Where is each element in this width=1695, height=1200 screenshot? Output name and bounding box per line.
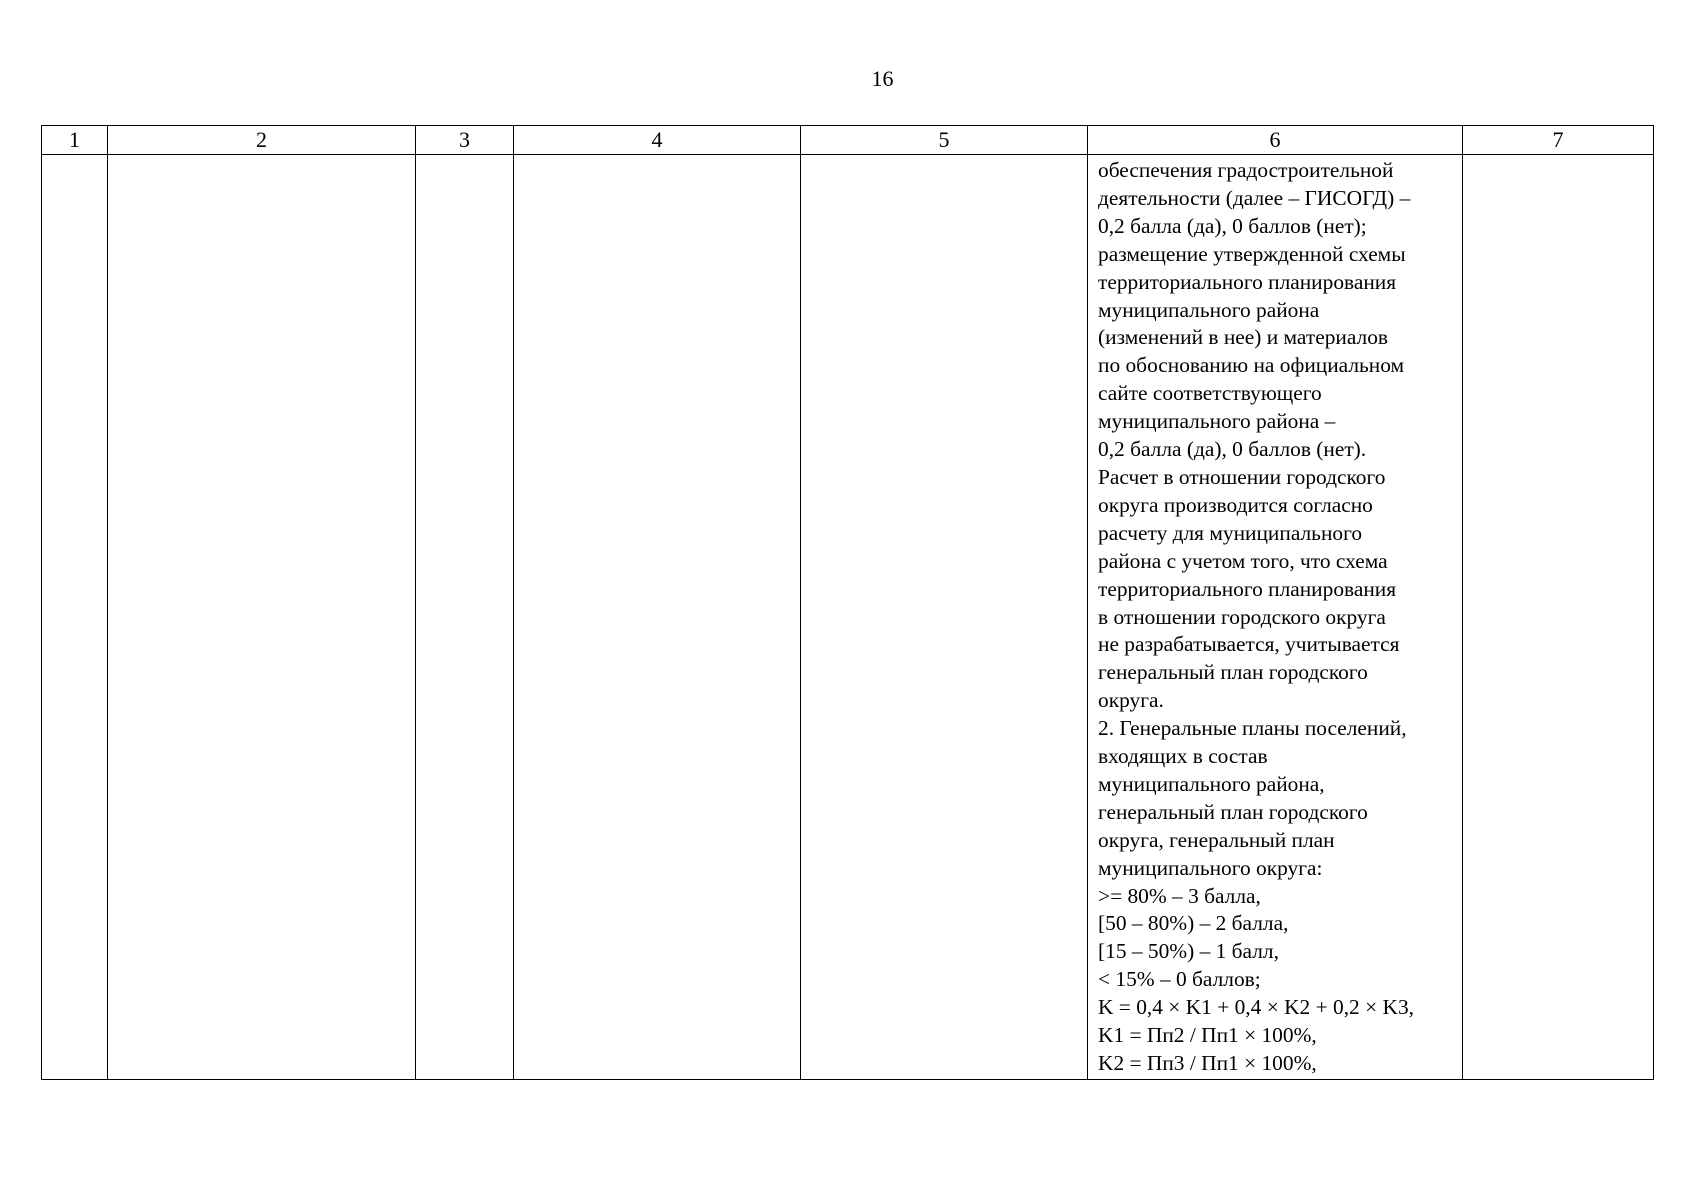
column-number-row bbox=[42, 126, 1654, 155]
cell-col-5 bbox=[801, 155, 1088, 1080]
cell-col-6 bbox=[1088, 155, 1463, 1080]
column-header-6: 6 bbox=[1088, 126, 1463, 155]
criteria-text: обеспечения градостроительной деятельности (далее – ГИСОГД) – 0,2 балла (да), 0 баллов (нет); размещение утвержденной схемы территориального планирования муниципального района (изменений в нее) и материалов по обоснованию на официальном сайте соответствующего муниципального района – 0,2 балла (да), 0 баллов (нет). Расчет в отношении городского округа производится согласно расчету для муниципального района с учетом того, что схема территориального планирования в отношении городского округа не разрабатывается, учитывается генеральный план городского округа. 2. Генеральные планы поселений, входящих в состав муниципального района, генеральный план городского округа, генеральный план муниципального округа: >= 80% – 3 балла, [50 – 80%) – 2 балла, [15 – 50%) – 1 балл, < 15% – 0 баллов; K = 0,4 × K1 + 0,4 × K2 + 0,2 × K3, K1 = Пп2 / Пп1 × 100%, K2 = Пп3 / Пп1 × 100%, bbox=[1098, 158, 1414, 1075]
cell-col-2 bbox=[108, 155, 416, 1080]
cell-col-1 bbox=[42, 155, 108, 1080]
table-row bbox=[42, 155, 1654, 1080]
cell-col-7 bbox=[1463, 155, 1654, 1080]
column-header-1: 1 bbox=[42, 126, 108, 155]
column-header-4: 4 bbox=[514, 126, 801, 155]
column-header-3: 3 bbox=[416, 126, 514, 155]
column-header-7: 7 bbox=[1463, 126, 1654, 155]
column-header-2: 2 bbox=[108, 126, 416, 155]
cell-col-3 bbox=[416, 155, 514, 1080]
page-number: 16 bbox=[871, 66, 894, 91]
criteria-table bbox=[41, 125, 1654, 1080]
column-header-5: 5 bbox=[801, 126, 1088, 155]
cell-col-4 bbox=[514, 155, 801, 1080]
